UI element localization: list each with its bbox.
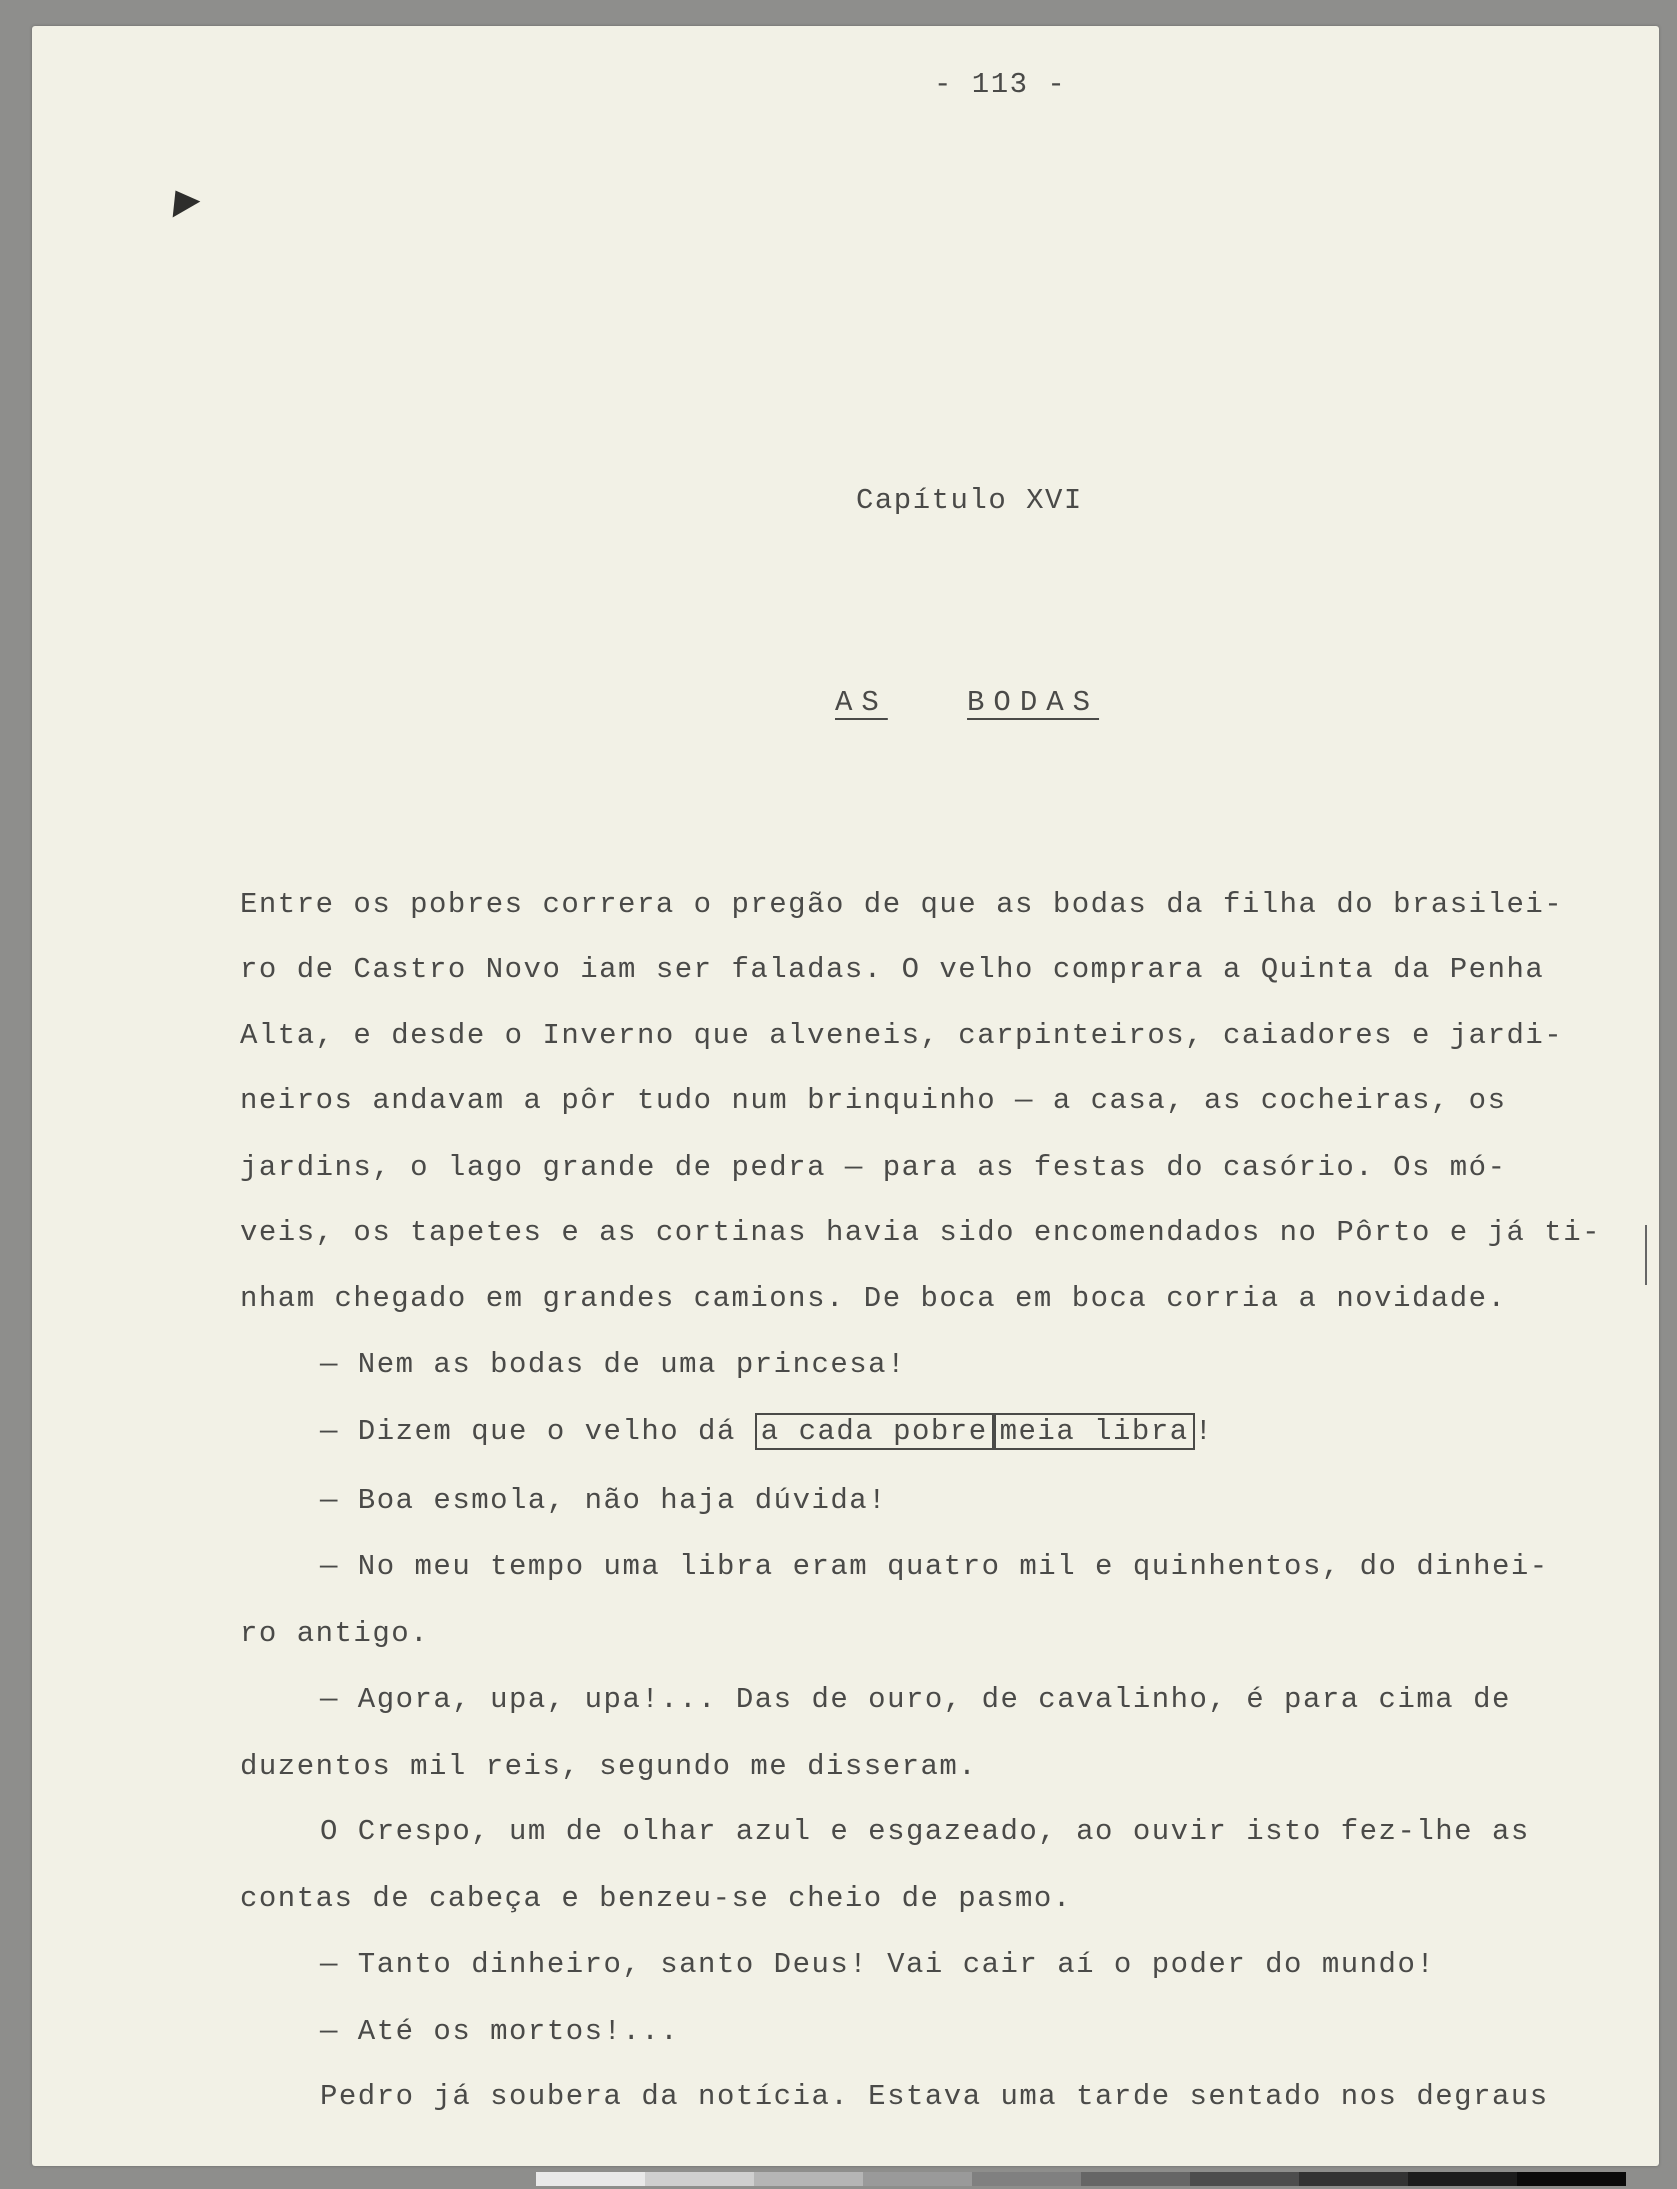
paragraph-line: nham chegado em grandes camions. De boca em boca corria a novidade.: [240, 1282, 1507, 1315]
chapter-heading: Capítulo XVI: [856, 484, 1083, 517]
paragraph-line: contas de cabeça e benzeu-se cheio de pasmo.: [240, 1882, 1072, 1915]
dialogue-line: — No meu tempo uma libra eram quatro mil e quinhentos, do dinhei-: [320, 1550, 1549, 1583]
page-number: - 113 -: [934, 68, 1067, 101]
title-word-as: AS: [835, 686, 888, 719]
dialogue-line: — Nem as bodas de uma princesa!: [320, 1348, 906, 1381]
margin-tick: [1645, 1225, 1647, 1285]
punch-hole-mark: [162, 182, 201, 217]
scan-calibration-strip: [536, 2172, 1626, 2186]
paragraph-line: Pedro já soubera da notícia. Estava uma tarde sentado nos degraus: [320, 2080, 1549, 2113]
dialogue-continuation: ro antigo.: [240, 1617, 430, 1650]
dialogue-line: — Até os mortos!...: [320, 2015, 680, 2048]
boxed-phrase: meia libra: [994, 1413, 1195, 1450]
dialogue-text: — Dizem que o velho dá: [320, 1415, 755, 1448]
paragraph-line: O Crespo, um de olhar azul e esgazeado, ao ouvir isto fez-lhe as: [320, 1815, 1530, 1848]
title-word-bodas: BODAS: [967, 686, 1100, 719]
chapter-title: [835, 686, 1099, 719]
paragraph-line: ro de Castro Novo iam ser faladas. O velho comprara a Quinta da Penha: [240, 953, 1545, 986]
dialogue-line: — Boa esmola, não haja dúvida!: [320, 1484, 888, 1517]
paragraph-line: Alta, e desde o Inverno que alveneis, carpinteiros, caiadores e jardi-: [240, 1019, 1564, 1052]
paragraph-line: Entre os pobres correra o pregão de que as bodas da filha do brasilei-: [240, 888, 1564, 921]
dialogue-line-boxed: [320, 1415, 1214, 1448]
paragraph-line: jardins, o lago grande de pedra — para as festas do casório. Os mó-: [240, 1151, 1507, 1184]
paragraph-line: neiros andavam a pôr tudo num brinquinho — a casa, as cocheiras, os: [240, 1084, 1507, 1117]
dialogue-line: — Agora, upa, upa!... Das de ouro, de cavalinho, é para cima de: [320, 1683, 1511, 1716]
dialogue-text: !: [1194, 1415, 1214, 1448]
boxed-phrase: a cada pobre: [755, 1413, 994, 1450]
dialogue-continuation: duzentos mil reis, segundo me disseram.: [240, 1750, 978, 1783]
dialogue-line: — Tanto dinheiro, santo Deus! Vai cair aí o poder do mundo!: [320, 1948, 1436, 1981]
paragraph-line: veis, os tapetes e as cortinas havia sido encomendados no Pôrto e já ti-: [240, 1216, 1602, 1249]
